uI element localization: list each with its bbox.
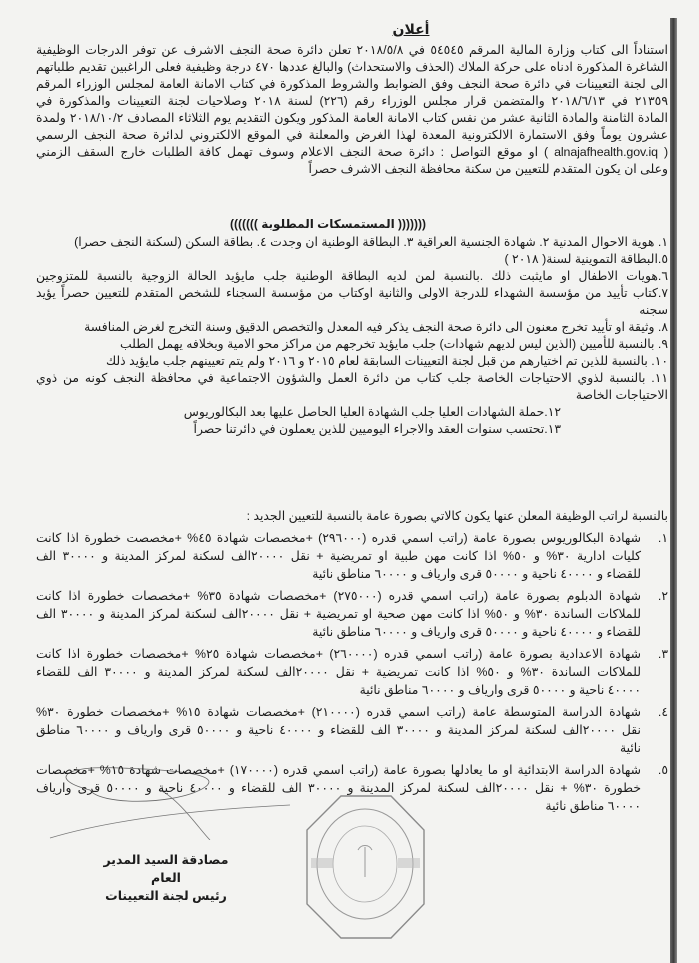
intro-paragraph (36, 42, 668, 178)
salary-item-line: كليات ادارية ٣٠% و ٥٠% اذا كانت مهن طبية او تمريضية + نقل ٢٠٠٠٠الف لسكنة لمركز المدينة و ٣٠٠٠٠ الف (36, 549, 641, 563)
salary-item (36, 529, 668, 583)
salary-item-line: للقضاء و ٤٠٠٠٠ ناحية و ٥٠٠٠٠ قرى وارياف و ٦٠٠٠٠ مناطق نائية (312, 625, 641, 639)
intro-line: وعلى ان يكون المتقدم للتعيين من سكنة محافظة النجف الاشرف حصراً (308, 162, 668, 176)
salary-item-line: ٦٠٠٠٠ مناطق نائية (545, 799, 641, 813)
salary-item-line: ٤٠٠٠٠ ناحية و ٥٠٠٠٠ قرى وارياف و ٦٠٠٠٠ مناطق نائية (359, 683, 641, 697)
salary-items (36, 529, 668, 815)
requirement-item: ٥.البطاقة التموينية لسنة( ٢٠١٨ ) (504, 252, 668, 266)
salary-item-line: نقل ٢٠٠٠٠الف لسكنة لمركز المدينة و ٣٠٠٠٠ الف للقضاء و ٤٠٠٠٠ ناحية و ٥٠٠٠٠ قرى وارياف و ٦٠٠٠٠ مناطق (36, 723, 641, 737)
salary-item-number: ٣. (657, 647, 668, 661)
requirement-item-cont: الاحتياجات الخاصة (575, 388, 668, 402)
salary-item-line: خطورة ٣٠% + نقل ٢٠٠٠٠الف لسكنة لمركز المدينة و ٣٠٠٠٠ الف للقضاء و ٤٠٠٠٠ ناحية و ٥٠٠٠٠ قرى وارياف (36, 781, 641, 795)
salary-item-line: شهادة الدراسة الابتدائية او ما يعادلها بصورة عامة (راتب اسمي قدره (١٧٠٠٠٠) +مخصصات شهادة ١٥% +مخصصات (36, 763, 642, 777)
salary-item-line: شهادة الدراسة المتوسطة عامة (راتب اسمي قدره (٢١٠٠٠٠) +مخصصات شهادة ١٥% +مخصصات خطورة ٣٠% (36, 705, 641, 719)
salary-item-line: شهادة الدبلوم بصورة عامة (راتب اسمي قدره (٢٧٥٠٠٠) +مخصصات شهادة ٣٥% +مخصصات خطورة اذا كانت (36, 589, 641, 603)
intro-line: الى لجنة التعيينات في دائرة صحة النجف وفق الضوابط والشروط المذكورة في كتاب الامانة العامة لمجلس الوزراء المرقم (36, 77, 668, 91)
requirement-item: ٦.هويات الاطفال او مايثبت ذلك .بالنسبة لمن لديه البطاقة الوطنية جلب مايؤيد الحالة الزوجية بالنسبة للمتزوجين (36, 269, 668, 283)
announcement-page (36, 20, 668, 905)
salary-item-line: شهادة الاعدادية بصورة عامة (راتب اسمي قدره (٢٦٠٠٠٠) +مخصصات شهادة ٢٥% +مخصصات خطورة اذا كانت (36, 647, 641, 661)
salary-item (36, 761, 668, 815)
page-title: أعلان (392, 21, 430, 37)
requirement-item: ١٠. بالنسبة للذين تم اختيارهم من قبل لجنة التعيينات السابقة لعام ٢٠١٥ و ٢٠١٦ ولم يتم تعيينهم جلب مايؤيد ذلك (105, 354, 668, 368)
intro-line: ٢١٣٥٩ في ٢٠١٨/٦/١٣ والمتضمن قرار مجلس الوزراء رقم (٢٢٦) لسنة ٢٠١٨ وصلاحيات لجنة التعيينات والمذكورة في (36, 94, 668, 108)
signature-block (96, 851, 236, 905)
salary-item-line: للملاكات الساندة ٣٠% و ٥٠% اذا كانت مهن صحية او تمريضية + نقل ٢٠٠٠٠الف لسكنة لمركز المدينة و ٣٠٠٠٠ الف (36, 607, 641, 621)
salary-item-line: نائية (619, 741, 641, 755)
intro-line: عشرون يوماً وفق الاستمارة الالكترونية المعدة لهذا الغرض والمعلنة في الموقع الالكتروني لدائرة صحة النجف الرسمي (36, 128, 668, 142)
salary-item-number: ٤. (657, 705, 668, 719)
requirement-item: ١٣.تحتسب سنوات العقد والاجراء اليوميين للذين يعملون في دائرتنا حصراً (193, 422, 561, 436)
intro-line: ( alnajafhealth.gov.iq ) او موقع التواصل : دائرة صحة النجف الاعلام وسوف تهمل كافة الطلبات خارج السقف الزمني (36, 145, 668, 159)
requirements-first-row: ١. هوية الاحوال المدنية ٢. شهادة الجنسية العراقية ٣. البطاقة الوطنية ان وجدت ٤. بطاقة السكن (لسكنة النجف حصرا) (74, 235, 668, 249)
salary-item-number: ٥. (657, 763, 668, 777)
requirements-list (36, 234, 668, 438)
intro-line: الشاغرة المذكورة ادناه على حركة الملاك (الحذف والاستحداث) والبالغ عددها ٤٧٠ درجة وظيفية فعلى الراغبين تقديم طلباتهم (36, 60, 668, 74)
intro-line: استناداً الى كتاب وزارة المالية المرقم ٥٤٥٤٥ في ٢٠١٨/٥/٨ تعلن دائرة صحة النجف الاشرف عن توفر الدرجات الوظيفية (36, 43, 668, 57)
salary-item-number: ١. (657, 531, 668, 545)
requirement-item: ٨. وثيقة او تأييد تخرج معنون الى دائرة صحة النجف يذكر فيه المعدل والتخصص الدقيق وسنة التخرج لغرض المنافسة (84, 320, 668, 334)
scan-edge (670, 18, 677, 963)
salary-item (36, 703, 668, 757)
requirement-item: ١١. بالنسبة لذوي الاحتياجات الخاصة جلب كتاب من دائرة العمل والشؤون الاجتماعية في محافظة النجف كونه من ذوي (36, 371, 668, 385)
salary-section (36, 508, 668, 815)
salary-item-line: شهادة البكالوريوس بصورة عامة (راتب اسمي قدره (٢٩٦٠٠٠) +مخصصات شهادة ٤٥% +مخصصت خطورة اذا كانت (36, 531, 641, 545)
signature-title: مصادقة السيد المدير العام (103, 853, 229, 885)
salary-item-line: للقضاء و ٤٠٠٠٠ ناحية و ٥٠٠٠٠ قرى وارياف و ٦٠٠٠٠ مناطق نائية (312, 567, 641, 581)
salary-item (36, 645, 668, 699)
requirements-heading: ((((((( المستمسكات المطلوبة ))))))) (229, 217, 427, 231)
salary-item-line: للملاكات الساندة ٣٠% و ٥٠% اذا كانت تمريضية + نقل ٢٠٠٠٠الف لسكنة لمركز المدينة و ٣٠٠٠٠ الف للقضاء (36, 665, 641, 679)
requirement-item: ٩. بالنسبة للأميين (الذين ليس لديهم شهادات) جلب مايؤيد تخرجهم من مراكز محو الامية وبخلافه يهمل الطلب (120, 337, 668, 351)
signature-subtitle: رئيس لجنة التعيينات (105, 889, 227, 903)
salary-item-number: ٢. (657, 589, 668, 603)
requirement-item: ٧.كتاب تأييد من مؤسسة الشهداء للدرجة الاولى والثانية اوكتاب من مؤسسة السجناء للشخص المتقدم للتعيين حصراً يؤيد سجنه (36, 286, 668, 317)
intro-line: المادة الثامنة والمادة الثانية عشر من نفس كتاب الامانة العامة المذكور ويكون التقديم يوم الثلاثاء المصادف ٢٠١٨/١٠/٢ ولمدة (36, 111, 668, 125)
requirement-item: ١٢.حملة الشهادات العليا جلب الشهادة العليا الحاصل عليها بعد البكالوريوس (183, 405, 561, 419)
salary-intro: بالنسبة لراتب الوظيفة المعلن عنها يكون كالاتي بصورة عامة بالنسبة للتعيين الجديد : (246, 509, 668, 523)
salary-item (36, 587, 668, 641)
